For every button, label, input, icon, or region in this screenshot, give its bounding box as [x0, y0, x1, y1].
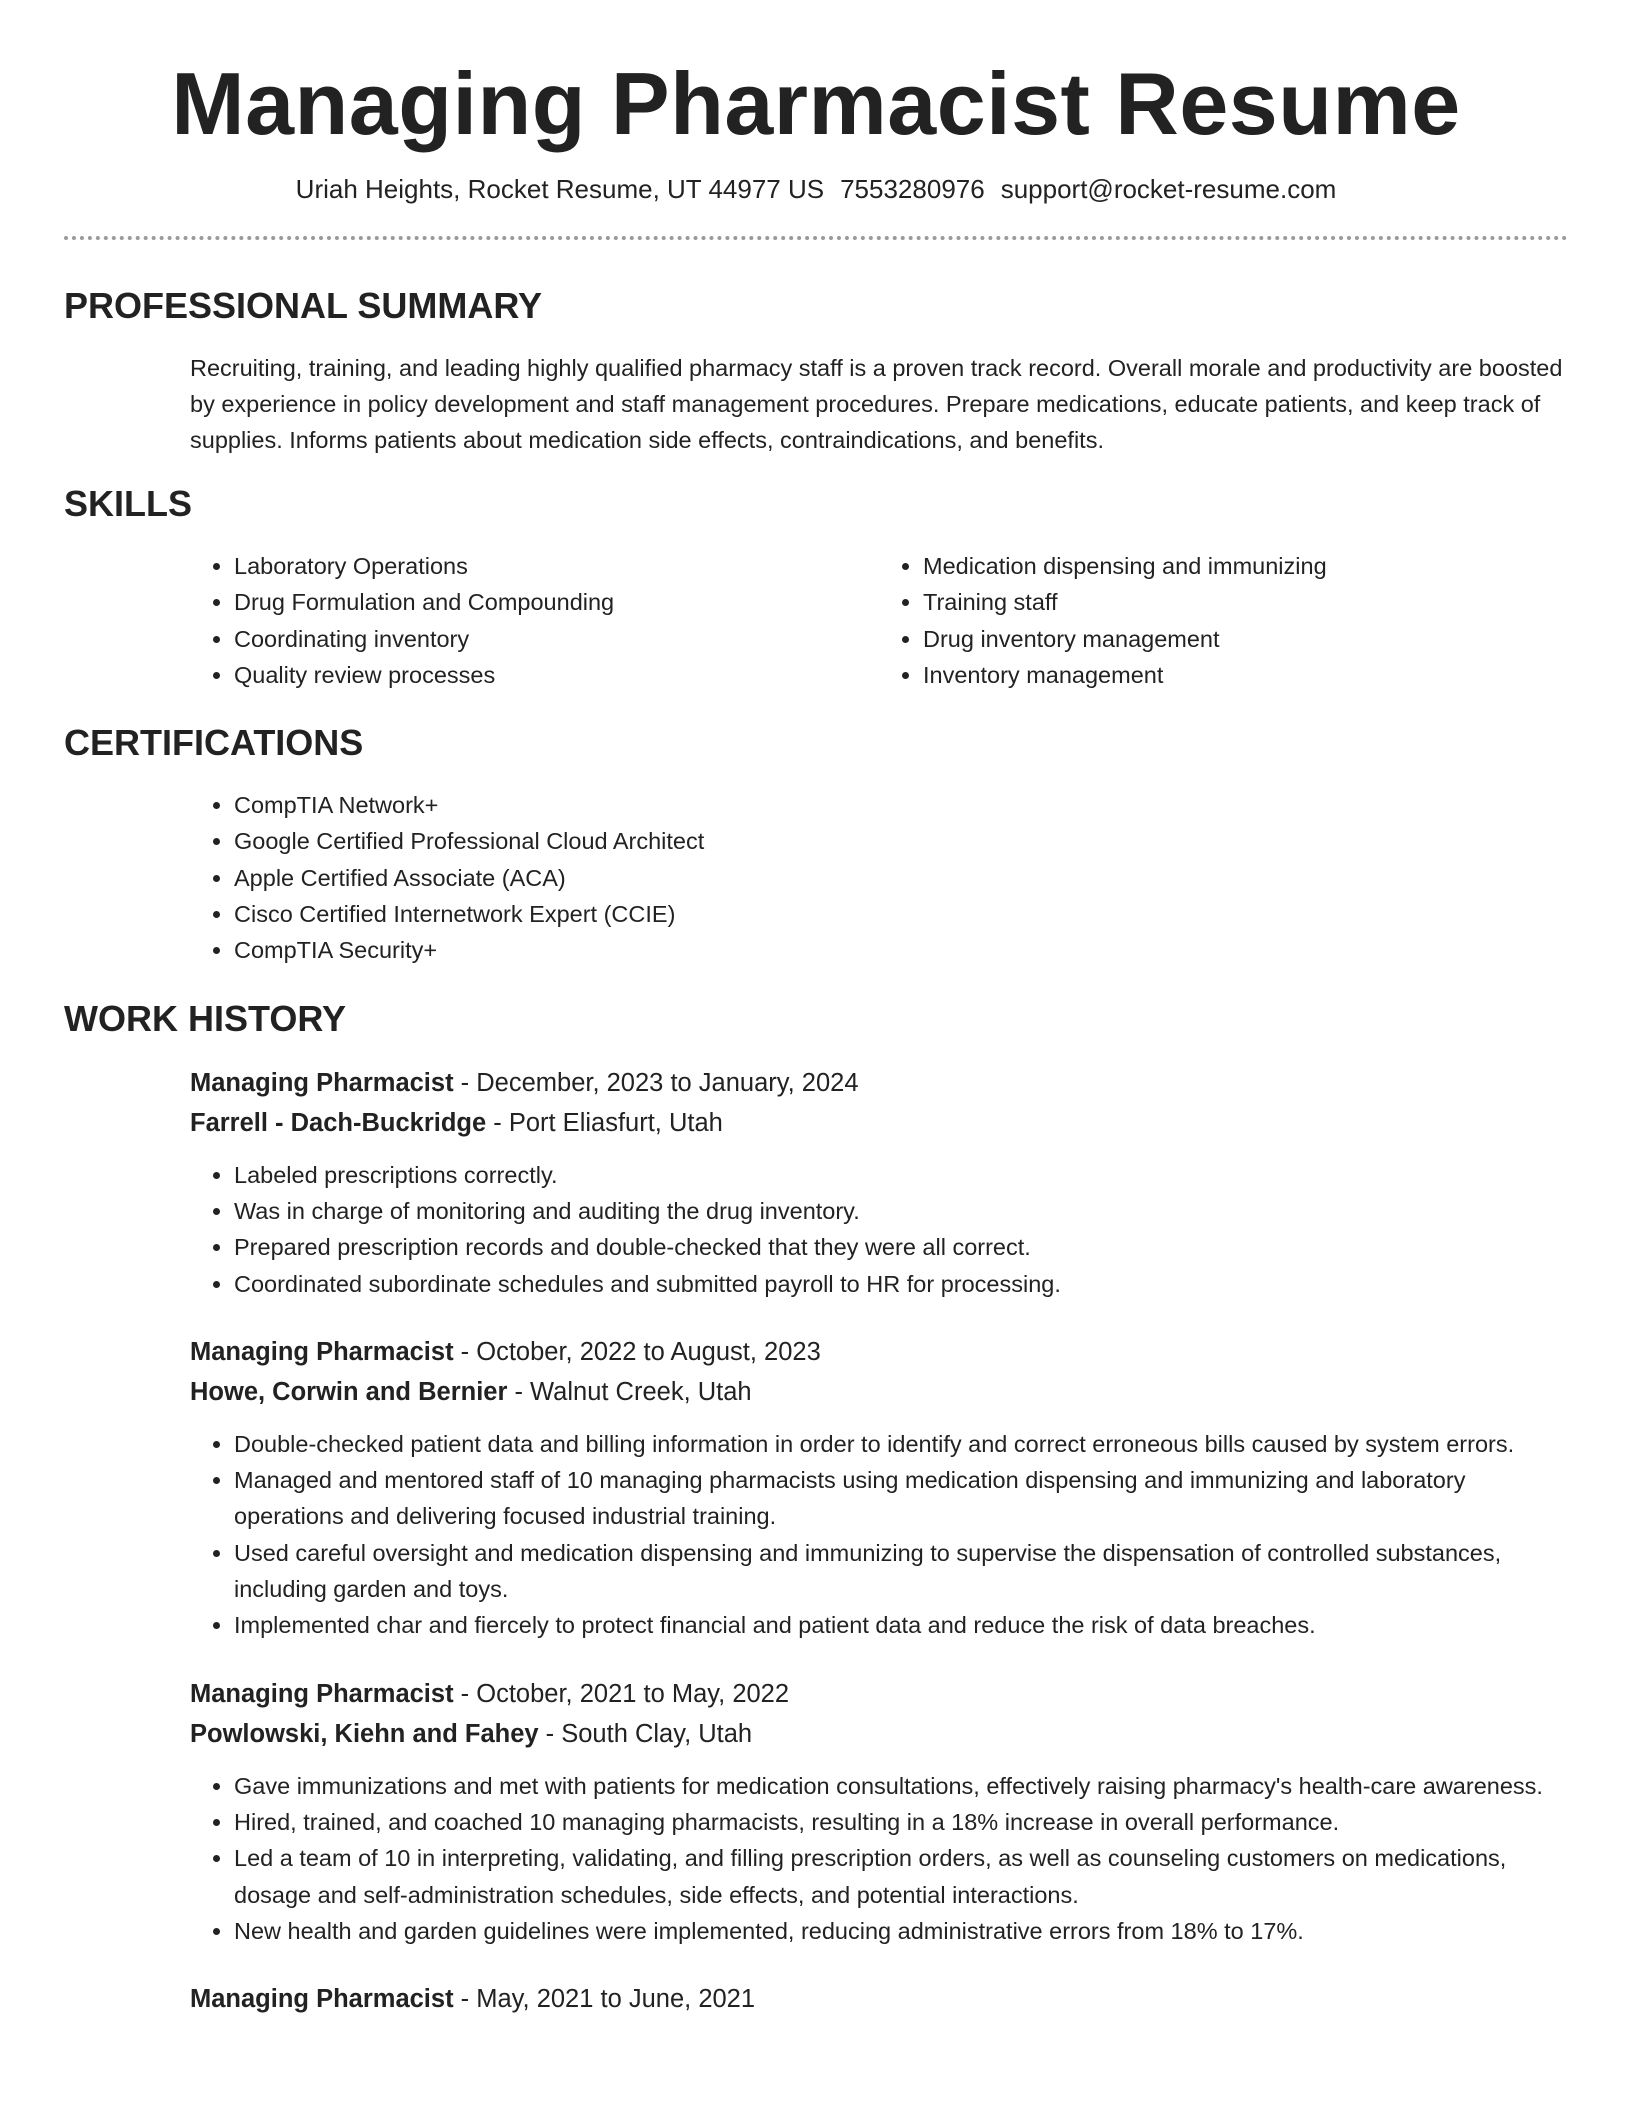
job-dates: - December, 2023 to January, 2024	[453, 1068, 859, 1097]
skills-heading: SKILLS	[64, 483, 193, 524]
job-entry	[190, 1332, 1568, 1644]
contact-email: support@rocket-resume.com	[1000, 174, 1337, 204]
contact-phone: 7553280976	[840, 174, 985, 204]
job-entry	[190, 1674, 1568, 1949]
list-item: • Apple Certified Associate (ACA)	[234, 860, 1568, 896]
list-item: • Double-checked patient data and billing information in order to identify and correct erroneous bills caused by system errors.	[234, 1426, 1568, 1462]
list-item: • Laboratory Operations	[234, 548, 879, 584]
job-dates: - October, 2022 to August, 2023	[453, 1337, 821, 1366]
job-dates: - May, 2021 to June, 2021	[453, 1985, 756, 2014]
list-item: • Used careful oversight and medication dispensing and immunizing to supervise the dispensation of controlled substances, including garden and toys.	[234, 1535, 1568, 1608]
job-entry	[190, 1979, 1568, 2019]
list-item: • CompTIA Security+	[234, 932, 1568, 968]
job-company-line	[190, 1714, 1568, 1754]
skills-grid	[190, 548, 1568, 693]
list-item: • Drug Formulation and Compounding	[234, 584, 879, 620]
list-item: • Google Certified Professional Cloud Architect	[234, 823, 1568, 859]
job-bullets	[190, 1768, 1568, 1949]
job-title-line	[190, 1063, 1568, 1103]
contact-info	[64, 172, 1568, 206]
job-location: - Port Eliasfurt, Utah	[486, 1108, 723, 1137]
resume-title: Managing Pharmacist Resume	[171, 54, 1461, 153]
list-item: • Drug inventory management	[923, 621, 1568, 657]
list-item: • Training staff	[923, 584, 1568, 620]
job-title-line	[190, 1332, 1568, 1372]
job-company: Farrell - Dach-Buckridge	[190, 1108, 487, 1137]
certifications-list	[190, 787, 1568, 968]
list-item: • Hired, trained, and coached 10 managing pharmacists, resulting in a 18% increase in overall performance.	[234, 1804, 1568, 1840]
job-title: Managing Pharmacist	[190, 1337, 454, 1366]
job-title-line	[190, 1674, 1568, 1714]
job-dates: - October, 2021 to May, 2022	[453, 1679, 790, 1708]
list-item: • Coordinating inventory	[234, 621, 879, 657]
job-title-line	[190, 1979, 1568, 2019]
job-bullets	[190, 1426, 1568, 1644]
job-company: Powlowski, Kiehn and Fahey	[190, 1719, 539, 1748]
list-item: • Quality review processes	[234, 657, 879, 693]
list-item: • Led a team of 10 in interpreting, validating, and filling prescription orders, as well as counseling customers on medications, dosage and self-administration schedules, side effects, and potential interactions.	[234, 1840, 1568, 1913]
list-item: • Medication dispensing and immunizing	[923, 548, 1568, 584]
summary-heading: PROFESSIONAL SUMMARY	[64, 285, 543, 326]
list-item: • Implemented char and fiercely to protect financial and patient data and reduce the risk of data breaches.	[234, 1607, 1568, 1643]
resume-page	[64, 0, 1568, 2019]
header-divider	[64, 236, 1568, 240]
job-entry	[190, 1063, 1568, 1302]
list-item: • Prepared prescription records and double-checked that they were all correct.	[234, 1229, 1568, 1265]
skills-left-list	[190, 548, 879, 693]
list-item: • Labeled prescriptions correctly.	[234, 1157, 1568, 1193]
work-history-heading: WORK HISTORY	[64, 997, 347, 1039]
job-title: Managing Pharmacist	[190, 1068, 454, 1097]
contact-address: Uriah Heights, Rocket Resume, UT 44977 US	[295, 174, 825, 204]
list-item: • Inventory management	[923, 657, 1568, 693]
list-item: • Cisco Certified Internetwork Expert (CCIE)	[234, 896, 1568, 932]
list-item: • New health and garden guidelines were implemented, reducing administrative errors from 18% to 17%.	[234, 1913, 1568, 1949]
job-location: - Walnut Creek, Utah	[507, 1377, 752, 1406]
skills-right-list	[879, 548, 1568, 693]
job-company-line	[190, 1372, 1568, 1412]
job-title: Managing Pharmacist	[190, 1679, 454, 1708]
list-item: • Gave immunizations and met with patients for medication consultations, effectively raising pharmacy's health-care awareness.	[234, 1768, 1568, 1804]
job-title: Managing Pharmacist	[190, 1985, 454, 2014]
job-company-line	[190, 1103, 1568, 1143]
list-item: • Managed and mentored staff of 10 managing pharmacists using medication dispensing and immunizing and laboratory operations and delivering focused industrial training.	[234, 1462, 1568, 1535]
summary-text: Recruiting, training, and leading highly qualified pharmacy staff is a proven track record. Overall morale and productivity are boosted by experience in policy development and staff management procedures. Prepare medications, educate patients, and keep track of supplies. Informs patients about medication side effects, contraindications, and benefits.	[190, 355, 1563, 453]
list-item: • Coordinated subordinate schedules and submitted payroll to HR for processing.	[234, 1266, 1568, 1302]
certifications-heading: CERTIFICATIONS	[64, 722, 364, 764]
list-item: • CompTIA Network+	[234, 787, 1568, 823]
job-location: - South Clay, Utah	[538, 1719, 753, 1748]
certifications-list-wrap	[190, 787, 1568, 968]
job-bullets	[190, 1157, 1568, 1302]
list-item: • Was in charge of monitoring and auditing the drug inventory.	[234, 1193, 1568, 1229]
job-company: Howe, Corwin and Bernier	[190, 1377, 508, 1406]
